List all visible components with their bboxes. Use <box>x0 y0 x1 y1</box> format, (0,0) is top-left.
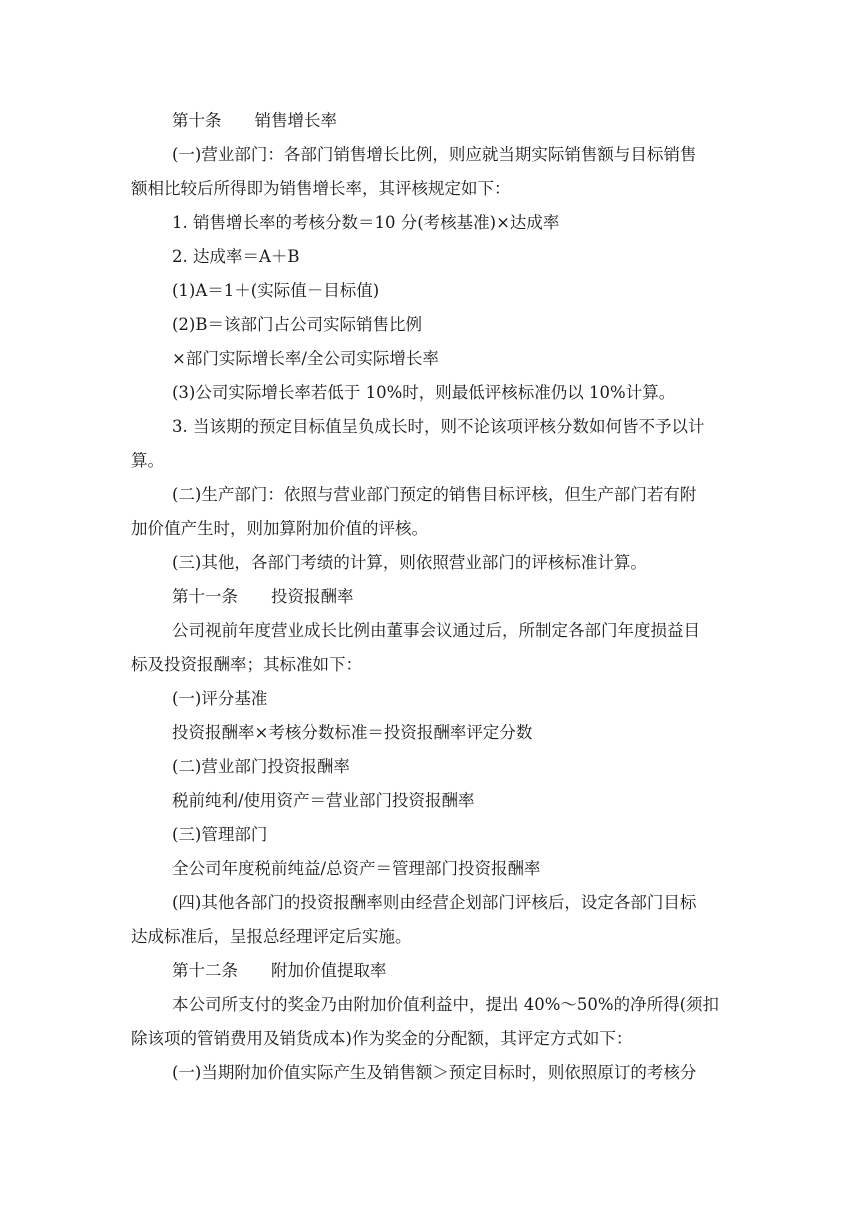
paragraph-line: (二)营业部门投资报酬率 <box>172 757 350 776</box>
paragraph-line: 投资报酬率×考核分数标准＝投资报酬率评定分数 <box>172 723 533 742</box>
paragraph-line: 全公司年度税前纯益/总资产＝管理部门投资报酬率 <box>172 859 541 878</box>
paragraph-line: (一)当期附加价值实际产生及销售额＞预定目标时，则依照原订的考核分 <box>172 1063 697 1082</box>
paragraph-line: 本公司所支付的奖金乃由附加价值利益中，提出 40%～50%的净所得(须扣 <box>172 995 720 1014</box>
paragraph-line: 公司视前年度营业成长比例由董事会议通过后，所制定各部门年度损益目 <box>172 621 700 640</box>
paragraph-line: (四)其他各部门的投资报酬率则由经营企划部门评核后，设定各部门目标 <box>172 893 697 912</box>
paragraph-line: (三)管理部门 <box>172 825 268 844</box>
paragraph-line: (三)其他，各部门考绩的计算，则依照营业部门的评核标准计算。 <box>172 553 647 572</box>
paragraph-line: 1. 销售增长率的考核分数＝10 分(考核基准)×达成率 <box>172 213 560 232</box>
document-body <box>131 104 743 1090</box>
paragraph-line: (2)B＝该部门占公司实际销售比例 <box>172 315 422 334</box>
paragraph-line: (二)生产部门：依照与营业部门预定的销售目标评核，但生产部门若有附 <box>172 485 697 504</box>
paragraph-line: (3)公司实际增长率若低于 10%时，则最低评核标准仍以 10%计算。 <box>172 383 676 402</box>
paragraph-line: 2. 达成率＝A＋B <box>172 247 300 266</box>
article-10-heading: 第十条 销售增长率 <box>172 111 337 130</box>
paragraph-line: 达成标准后，呈报总经理评定后实施。 <box>131 927 412 946</box>
article-11-heading: 第十一条 投资报酬率 <box>172 587 354 606</box>
paragraph-line: 3. 当该期的预定目标值呈负成长时，则不论该项评核分数如何皆不予以计 <box>172 417 705 436</box>
article-12-heading: 第十二条 附加价值提取率 <box>172 961 387 980</box>
paragraph-line: 标及投资报酬率；其标准如下： <box>131 655 362 674</box>
paragraph-line: (1)A＝1＋(实际值－目标值) <box>172 281 380 300</box>
paragraph-line: ×部门实际增长率/全公司实际增长率 <box>172 349 439 368</box>
paragraph-line: (一)营业部门：各部门销售增长比例，则应就当期实际销售额与目标销售 <box>172 145 697 164</box>
paragraph-line: 除该项的管销费用及销货成本)作为奖金的分配额，其评定方式如下： <box>131 1029 633 1048</box>
paragraph-line: 加价值产生时，则加算附加价值的评核。 <box>131 519 428 538</box>
paragraph-line: 算。 <box>131 451 164 470</box>
paragraph-line: (一)评分基准 <box>172 689 268 708</box>
paragraph-line: 税前纯利/使用资产＝营业部门投资报酬率 <box>172 791 475 810</box>
paragraph-line: 额相比较后所得即为销售增长率，其评核规定如下： <box>131 179 511 198</box>
